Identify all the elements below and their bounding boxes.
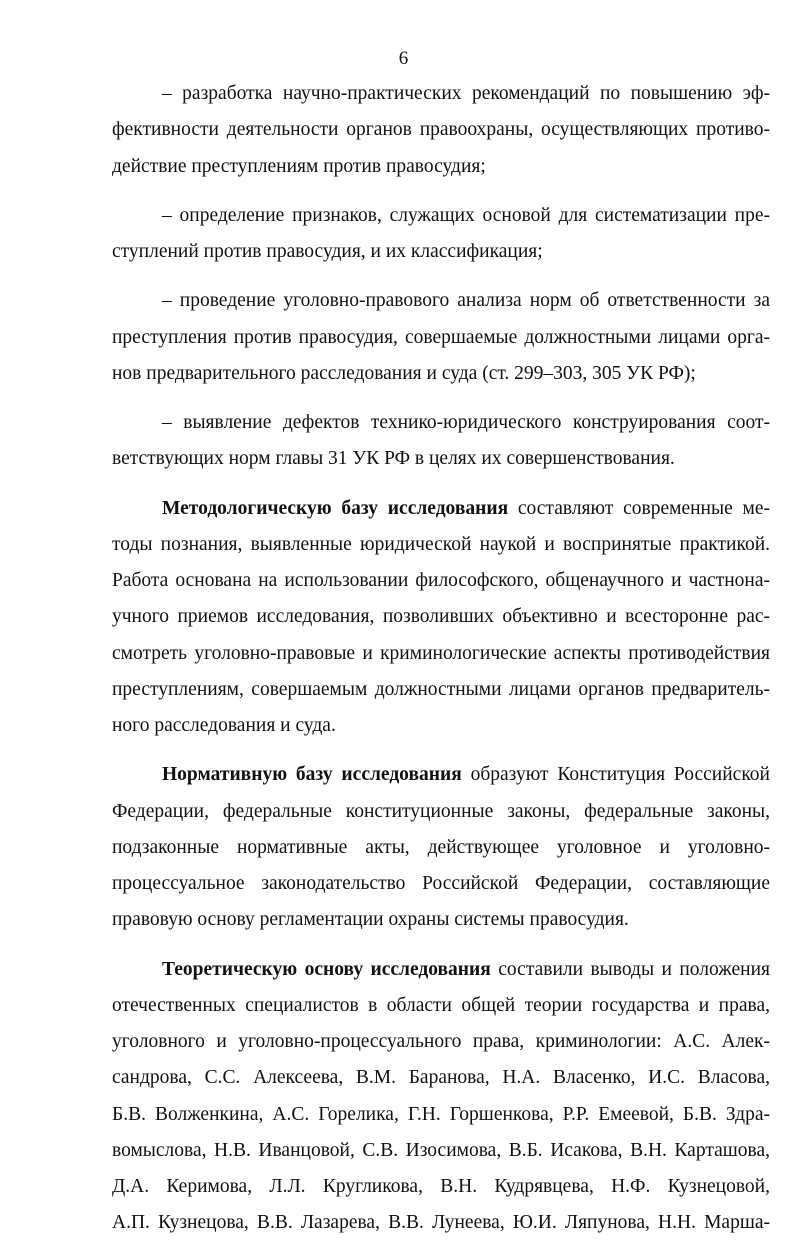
text-line: А.П. Кузнецова, В.В. Лазарева, В.В. Лунеева, Ю.И. Ляпунова, Н.Н. Марша- (112, 1212, 770, 1234)
text-line: действие преступлениям против правосудия; (112, 155, 486, 177)
paragraph (112, 283, 770, 392)
text-line: преступления против правосудия, совершаемые должностными лицами орга- (112, 326, 770, 348)
paragraph-heading: Методологическую базу исследования (162, 497, 509, 519)
paragraph-normative-base (112, 757, 770, 938)
text-line: тоды познания, выявленные юридической наукой и воспринятые практикой. (112, 533, 770, 555)
text-line: преступлениям, совершаемым должностными лицами органов предваритель- (112, 678, 770, 700)
text-line: – выявление дефектов технико-юридического конструирования соот- (162, 412, 770, 433)
text-line: правовую основу регламентации охраны системы правосудия. (112, 909, 629, 931)
paragraph-heading: Теоретическую основу исследования (162, 958, 491, 980)
text-line: ветствующих норм главы 31 УК РФ в целях их совершенствования. (112, 448, 675, 470)
text-line: вомыслова, Н.В. Иванцовой, С.В. Изосимова, В.Б. Исакова, В.Н. Карташова, (112, 1139, 770, 1161)
text-line: Федерации, федеральные конституционные законы, федеральные законы, (112, 800, 770, 822)
text-line: Д.А. Керимова, Л.Л. Кругликова, В.Н. Кудрявцева, Н.Ф. Кузнецовой, (112, 1176, 770, 1197)
text-line: ного расследования и суда. (112, 715, 336, 736)
text-line: – определение признаков, служащих основой для систематизации пре- (162, 204, 770, 226)
text-line: уголовного и уголовно-процессуального права, криминологии: А.С. Алек- (112, 1031, 770, 1052)
text-line: – проведение уголовно-правового анализа норм об ответственности за (162, 290, 770, 312)
page-number: 6 (398, 48, 409, 69)
text-line: смотреть уголовно-правовые и криминологические аспекты противодействия (112, 642, 770, 664)
text-line: фективности деятельности органов правоохраны, осуществляющих противо- (112, 119, 770, 141)
text-line: Б.В. Волженкина, А.С. Горелика, Г.Н. Горшенкова, Р.Р. Емеевой, Б.В. Здра- (112, 1103, 770, 1125)
text-line: учного приемов исследования, позволивших объективно и всесторонне рас- (112, 606, 770, 628)
text-line: ступлений против правосудия, и их классификация; (112, 241, 543, 262)
text-line: сандрова, С.С. Алексеева, В.М. Баранова, Н.А. Власенко, И.С. Власова, (112, 1067, 770, 1089)
paragraph-heading: Нормативную базу исследования (162, 764, 462, 786)
text-line: – разработка научно-практических рекомендаций по повышению эф- (162, 83, 770, 104)
text-line: отечественных специалистов в области общей теории государства и права, (112, 994, 770, 1016)
paragraph (112, 405, 770, 478)
paragraph-methodology (112, 491, 770, 745)
text-line: Теоретическую основу исследования составили выводы и положения (162, 958, 770, 980)
text-line: Нормативную базу исследования образуют Конституция Российской (162, 764, 770, 786)
text-line: нов предварительного расследования и суда (ст. 299–303, 305 УК РФ); (112, 362, 696, 384)
text-line: процессуальное законодательство Российской Федерации, составляющие (112, 873, 770, 894)
text-line: Работа основана на использовании философского, общенаучного и частнона- (112, 570, 770, 591)
text-line: подзаконные нормативные акты, действующее уголовное и уголовно- (112, 836, 770, 858)
paragraph (112, 76, 770, 185)
paragraph (112, 198, 770, 271)
document-body (112, 76, 770, 1242)
paragraph-theoretical-basis (112, 952, 770, 1242)
text-line: Методологическую базу исследования составляют современные ме- (162, 497, 770, 519)
